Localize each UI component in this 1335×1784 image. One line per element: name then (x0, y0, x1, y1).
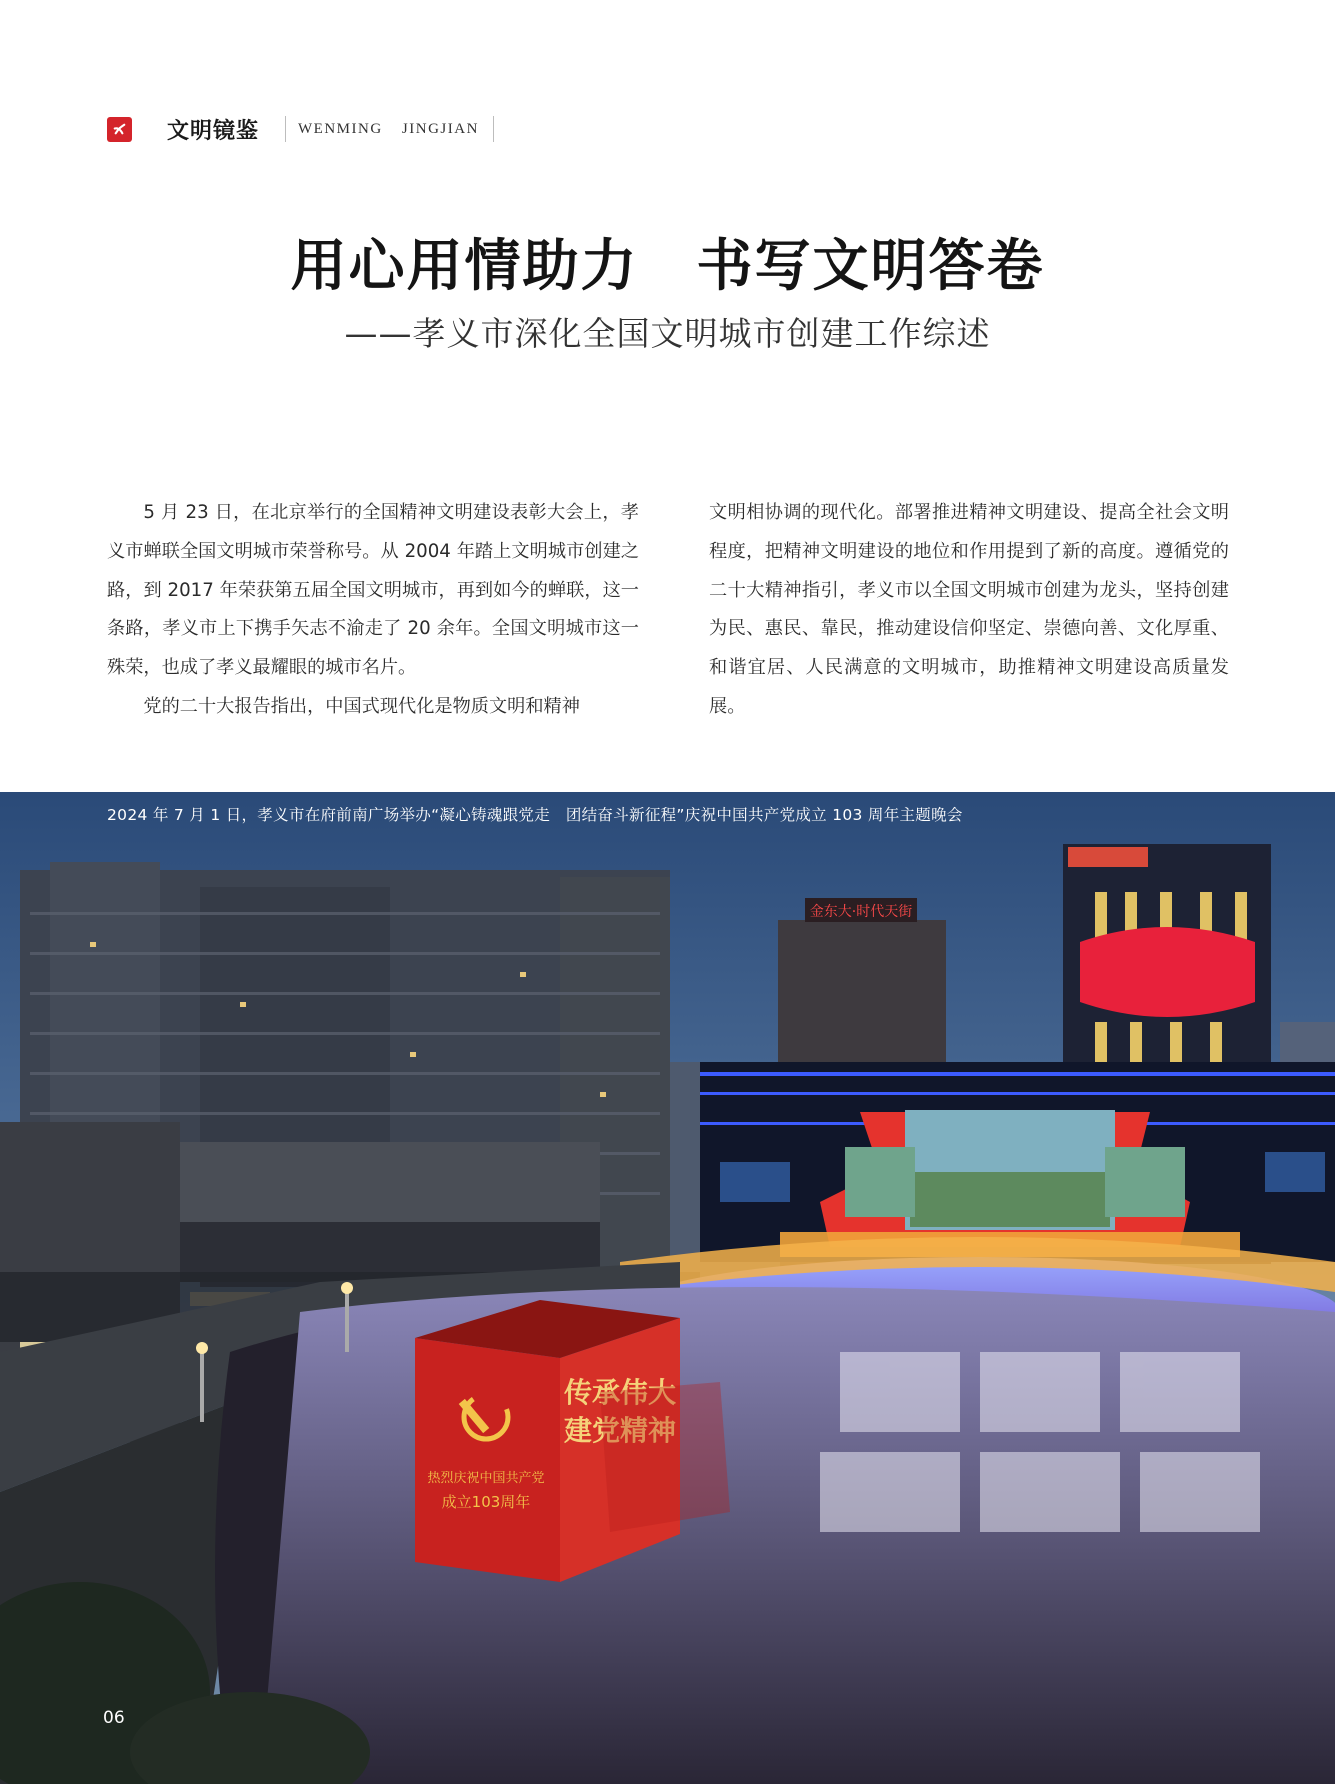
column-name-english: WENMING JINGJIAN (298, 120, 479, 137)
section-header (107, 114, 494, 144)
magazine-logo-icon (107, 117, 132, 142)
rooftop-sign: 金东大·时代天街 (809, 904, 913, 920)
photo-caption: 2024 年 7 月 1 日，孝义市在府前南广场举办“凝心铸魂跟党走 团结奋斗新征程”庆祝中国共产党成立 103 周年主题晚会 (107, 806, 963, 824)
column-name-chinese: 文明镜鉴 (167, 117, 260, 144)
billboard-front-line2: 成立103周年 (441, 1493, 531, 1511)
body-column-right (709, 494, 1229, 727)
page-number: 06 (103, 1708, 125, 1728)
body-paragraph: 5 月 23 日，在北京举行的全国精神文明建设表彰大会上，孝义市蝉联全国文明城市荣誉称号。从 2004 年踏上文明城市创建之路，到 2017 年荣获第五届全国文明城市，再到如今的蝉联，这一条路，孝义市上下携手矢志不渝走了 20 余年。全国文明城市这一殊荣，也成了孝义最耀眼的城市名片。 (107, 502, 639, 679)
article-subtitle: ——孝义市深化全国文明城市创建工作综述 (344, 314, 991, 353)
billboard-side-line2: 建党精神 (563, 1414, 677, 1447)
body-paragraph: 党的二十大报告指出，中国式现代化是物质文明和精神 (143, 695, 580, 717)
body-paragraph: 文明相协调的现代化。部署推进精神文明建设、提高全社会文明程度，把精神文明建设的地位和作用提到了新的高度。遵循党的二十大精神指引，孝义市以全国文明城市创建为龙头，坚持创建为民、惠民、靠民，推动建设信仰坚定、崇德向善、文化厚重、和谐宜居、人民满意的文明城市，助推精神文明建设高质量发展。 (709, 502, 1229, 717)
billboard-front-line1: 热烈庆祝中国共产党 (427, 1471, 545, 1486)
header-divider (285, 116, 286, 142)
body-column-left (107, 494, 639, 727)
billboard-side-line1: 传承伟大 (563, 1376, 677, 1409)
article-title: 用心用情助力 书写文明答卷 (290, 233, 1045, 299)
event-photo (0, 792, 1335, 1784)
header-divider-end (493, 116, 494, 142)
